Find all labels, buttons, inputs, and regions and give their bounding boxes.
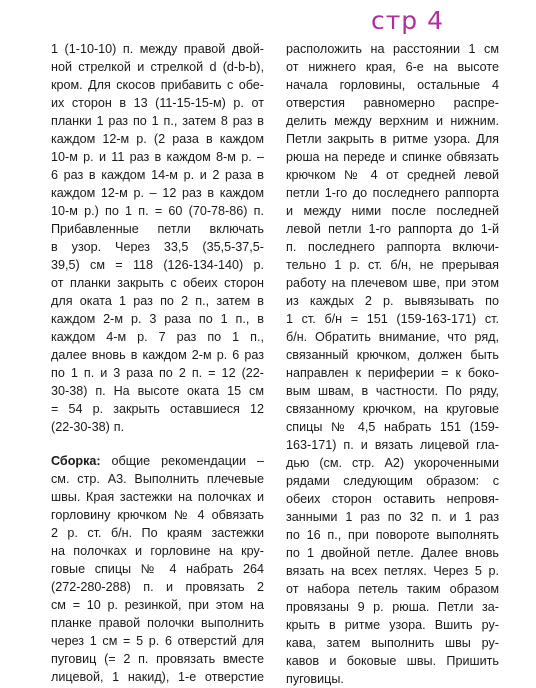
text-line: 10-м р. и 11 раз в каждом 8-м р. – (51, 150, 264, 164)
text-line: 39,5) см = 118 (126-134-140) р. (51, 258, 264, 272)
text-line: связанному крючком, на круговые (286, 402, 499, 416)
text-line: работу на плечевом шве, при этом (286, 276, 499, 290)
text-line: каждом 12-м р. (2 раза в каждом (51, 132, 264, 146)
text-line: связанный крючком, должен быть (286, 348, 499, 362)
text-line: дью (см. стр. А2) укороченными (286, 456, 499, 470)
text-line: вым швам, в частности. По ряду, (286, 384, 499, 398)
text-line: п. последнего раппорта включи- (286, 240, 499, 254)
text-line: кавов и боковые швы. Пришить (286, 654, 499, 668)
text-line: от нижнего края, 6-е на высоте (286, 60, 499, 74)
text-line: 2 р. ст. б/н. По краям застежки (51, 526, 264, 540)
text-line: 6 раз в каждом 14-м р. и 2 раза в (51, 168, 264, 182)
text-line: по 1 двойной петле. Далее вновь (286, 546, 499, 560)
text-line: каждом 2-м р. 3 раза по 1 п., в (51, 312, 264, 326)
left-column (51, 40, 264, 686)
text-line: 30-38) п. На высоте оката 15 см (51, 384, 264, 398)
text-line: рядами следующим образом: с (286, 474, 499, 488)
text-line: левой петли 1-го раппорта до 1-й (286, 222, 499, 236)
text-line: Петли закрыть в ритме узора. Для (286, 132, 499, 146)
text-line: крыть в ритме узора. Вшить ру- (286, 618, 499, 632)
text-line: б/н. Обратить внимание, что ряд, (286, 330, 499, 344)
text-line: см. стр. А3. Выполнить плечевые (51, 472, 264, 486)
text-line: делить между верхним и нижним. (286, 114, 499, 128)
text-line: тельно 1 р. ст. б/н, не прерывая (286, 258, 499, 272)
text-line: направлен к периферии = к боко- (286, 366, 499, 380)
text-line: и между ними после последней (286, 204, 499, 218)
text-line: в узор. Через 33,5 (35,5-37,5- (51, 240, 264, 254)
text-line: рюша на переде и спинке обвязать (286, 150, 499, 164)
assembly-heading-line (51, 452, 264, 470)
text-line: планке правой полочки выполнить (51, 616, 264, 630)
text-line: от набора петель таким образом (286, 582, 499, 596)
heading-continuation: общие рекомендации – (100, 454, 264, 468)
text-line: по 16 п., при повороте выполнять (286, 528, 499, 542)
text-line: ной стрелкой и стрелкой d (d-b-b), (51, 60, 264, 74)
text-line: кром. Для скосов прибавить с обе- (51, 78, 264, 92)
text-line: Прибавленные петли включать (51, 222, 264, 236)
text-line: петли 1-го до последнего раппорта (286, 186, 499, 200)
text-line: для оката 1 раз по 2 п., затем в (51, 294, 264, 308)
text-line: отверстия равномерно распре- (286, 96, 499, 110)
text-line: занными 1 раз по 32 п. и 1 раз (286, 510, 499, 524)
text-line: планки 1 раз по 1 п., затем 8 раз в (51, 114, 264, 128)
text-line: 163-171) п. и вязать лицевой гла- (286, 438, 499, 452)
text-line: через 1 см = 5 р. 6 отверстий для (51, 634, 264, 648)
text-line: начала горловины, остальные 4 (286, 78, 499, 92)
text-line: = 54 р. закрыть оставшиеся 12 (51, 402, 264, 416)
text-line: (272-280-288) п. и провязать 2 (51, 580, 264, 594)
text-line: (22-30-38) п. (51, 420, 125, 434)
text-line: каждом 4-м р. 7 раз по 1 п., (51, 330, 264, 344)
text-line: пуговицы. (286, 672, 344, 686)
text-line: провязаны 9 р. рюша. Петли за- (286, 600, 499, 614)
text-line: спицы № 4,5 набрать 151 (159- (286, 420, 499, 434)
text-line: крючком № 4 от средней левой (286, 168, 499, 182)
paragraph-gap (51, 436, 264, 452)
text-line: каждом 12-м р. – 12 раз в каждом (51, 186, 264, 200)
page-number: стр 4 (370, 6, 444, 35)
text-line: от планки закрыть с обеих сторон (51, 276, 264, 290)
text-line: 10-м р.) по 1 п. = 60 (70-78-86) п. (51, 204, 264, 218)
text-line: пуговиц (= 2 п. провязать вместе (51, 652, 264, 666)
text-line: 1 (1-10-10) п. между правой двой- (51, 42, 264, 56)
right-column (286, 40, 499, 688)
text-line: вязать на всех петлях. Через 5 р. (286, 564, 499, 578)
text-line: см = 10 р. резинкой, при этом на (51, 598, 264, 612)
section-heading: Сборка: (51, 454, 101, 468)
text-line: по 1 п. и 3 раза по 2 п. = 12 (22- (51, 366, 264, 380)
text-line: их сторон в 13 (11-15-15-м) р. от (51, 96, 264, 110)
text-line: расположить на расстоянии 1 см (286, 42, 499, 56)
text-line: далее вновь в каждом 2-м р. 6 раз (51, 348, 264, 362)
text-line: обеих сторон оставить непровя- (286, 492, 499, 506)
text-line: кава, затем выполнить швы ру- (286, 636, 499, 650)
text-line: из каждых 2 р. вывязывать по (286, 294, 499, 308)
text-line: швы. Края застежки на полочках и (51, 490, 264, 504)
text-line: горловину крючком № 4 обвязать (51, 508, 264, 522)
text-line: говые спицы № 4 набрать 264 (51, 562, 264, 576)
text-line: лицевой, 1 накид), 1-е отверстие (51, 670, 264, 684)
text-line: на полочках и горловине на кру- (51, 544, 264, 558)
text-line: 1 ст. б/н = 151 (159-163-171) ст. (286, 312, 499, 326)
